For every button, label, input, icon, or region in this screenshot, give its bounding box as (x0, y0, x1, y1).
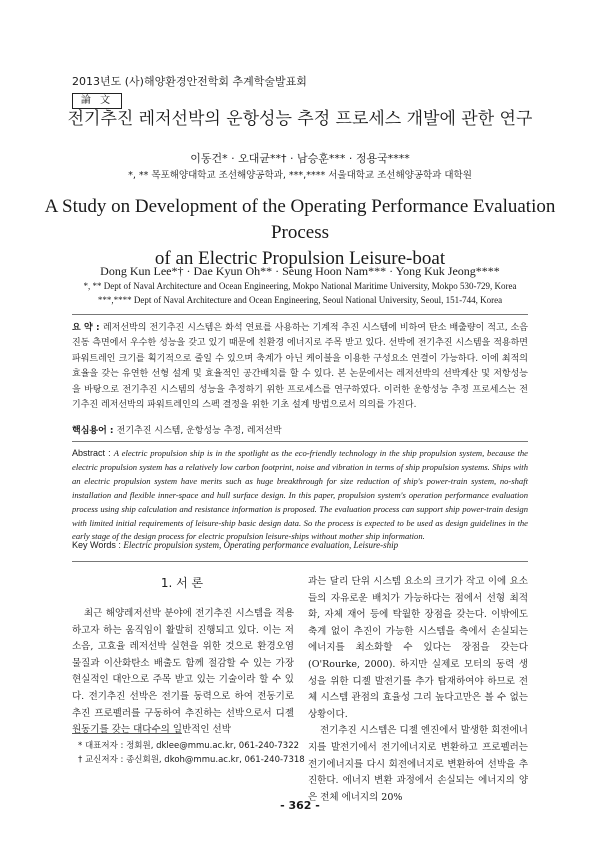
english-abstract-text: A electric propulsion ship is in the spotlight as the eco-friendly technology in the ship propulsion system, because the electric propulsion system has a relatively low carbon footprint, noise and vibration in terms of ship propulsion systems. Ships with an electric propulsion system have merits such as huge breakthrough for size reduction of ship's power-train system, no-shaft installation and flexible inner-space and hull surface design. In this paper, propulsion system's operation performance evaluation process using ship calculation and resistance information is proposed. The evaluation process can support ship power-train design with limited initial requirements of leisure-ship basic design data. So the process is expected to be used as design guidelines in the early stage of the design process for electric propulsion leisure-ships without mother ship information. (72, 448, 528, 542)
article-type-tag: 論 文 (72, 93, 122, 109)
right-column-paragraph-1: 과는 달리 단위 시스템 요소의 크기가 작고 이에 요소들의 자유로운 배치가 가능하다는 점에서 선형 최적화, 자체 재어 등에 탁월한 장점을 갖는다. 이밖에도 축계 없이 추진이 가능한 시스템을 축에서 손실되는 에너지를 최소화할 수 있다는 장점을 갖는다(O'Rourke, 2000). 하지만 실제로 모터의 동력 생성을 위한 디젤 발전기를 추가 탑재하여야 하므로 전체 시스템 관점의 효율성 그리 높다고만은 볼 수 없는 상황이다. (308, 576, 528, 720)
divider-middle (72, 441, 528, 442)
left-column (72, 606, 294, 739)
english-keywords-label: Key Words : (72, 540, 124, 550)
english-abstract-label: Abstract : (72, 448, 114, 458)
english-authors: Dong Kun Lee*† · Dae Kyun Oh** · Seung Hoon Nam*** · Yong Kuk Jeong**** (100, 264, 500, 278)
section-heading: 1. 서 론 (160, 576, 204, 590)
english-title-line-2: of an Electric Propulsion Leisure-boat (154, 248, 446, 269)
english-title-line-1: A Study on Development of the Operating Performance Evaluation Process (44, 196, 556, 243)
english-title (30, 194, 570, 272)
footnote-lead-author: * 대표저자 : 정회원, dklee@mmu.ac.kr, 061-240-7322 (78, 741, 300, 751)
footnote-corresponding-author: † 교신저자 : 종신회원, dkoh@mmu.ac.kr, 061-240-7318 (78, 755, 305, 765)
right-column (308, 574, 528, 806)
korean-keywords-label: 핵심용어 : (72, 426, 117, 436)
korean-abstract (72, 321, 528, 413)
english-abstract (72, 447, 528, 544)
conference-header: 2013년도 (사)해양환경안전학회 추계학술발표회 (72, 75, 307, 88)
korean-keywords (72, 423, 282, 436)
english-affiliation-2: ***,**** Dept of Naval Architecture and Ocean Engineering, Seoul National University, Seoul, 151-744, Korea (97, 295, 503, 305)
english-keywords (72, 540, 398, 550)
left-column-paragraph: 최근 해양레저선박 분야에 전기추진 시스템을 적용하고자 하는 움직임이 활발히 진행되고 있다. 이는 저소음, 고효율 레저선박 실현을 위한 것으로 환경오염 물질과 이산화탄소 배출도 함께 절감할 수 있는 가장 현실적인 대안으로 주목 받고 있는 기술이라 할 수 있다. 전기추진 선박은 전기를 동력으로 하여 전동기로 추진 프로펠러를 구동하여 추진하는 선박으로서 디젤 원동기를 갖는 대다수의 일반적인 선박 (72, 608, 294, 736)
page-number: - 362 - (280, 799, 320, 812)
korean-abstract-label: 요 약 : (72, 323, 103, 333)
english-keywords-text: Electric propulsion system, Operating performance evaluation, Leisure-ship (123, 540, 399, 550)
footnote-divider (72, 733, 182, 734)
divider-top (72, 314, 528, 315)
right-column-paragraph-2: 전기추진 시스템은 디젤 엔진에서 발생한 회전에너지를 발전기에서 전기에너지로 변환하고 프로펠러는 전기에너지를 다시 회전에너지로 변환하여 선박을 추진한다. 에너지 변환 과정에서 손실되는 에너지의 양은 전체 에너지의 20% (308, 725, 528, 803)
korean-authors: 이동건* · 오대균**† · 남승훈*** · 정용국**** (190, 152, 410, 165)
korean-keywords-text: 전기추진 시스템, 운항성능 추정, 레저선박 (116, 426, 282, 436)
korean-title: 전기추진 레저선박의 운항성능 추정 프로세스 개발에 관한 연구 (67, 109, 533, 129)
english-affiliation-1: *, ** Dept of Naval Architecture and Ocean Engineering, Mokpo National Maritime University, Mokpo 530-729, Korea (83, 281, 517, 291)
korean-abstract-text: 레저선박의 전기추진 시스템은 화석 연료를 사용하는 기계적 추진 시스템에 비하여 탄소 배출량이 적고, 소음 진동 측면에서 우수한 성능을 갖고 있기 때문에 친환경 에너지로 주목 받고 있다. 선박에 전기추진 시스템을 적용하면 파워트레인 크기를 획기적으로 줄일 수 있으며 축계가 아닌 케이블을 이용한 구성요소 연결이 가능하다. 이에 최적의 효율을 갖는 유연한 선형 설계 및 효율적인 공간배치를 할 수 있다. 본 논문에서는 레저선박의 선박계산 및 저항성능을 바탕으로 전기추진 시스템의 성능을 추정하기 위한 프로세스를 연구하였다. 이러한 운항성능 추정 프로세스는 전기추진 레저선박의 파워트레인의 스펙 결정을 위한 기초 설계 방법으로서 의의를 가진다. (72, 323, 528, 411)
korean-affiliations: *, ** 목포해양대학교 조선해양공학과, ***,**** 서울대학교 조선해양공학과 대학원 (128, 170, 472, 181)
divider-bottom (72, 561, 528, 562)
